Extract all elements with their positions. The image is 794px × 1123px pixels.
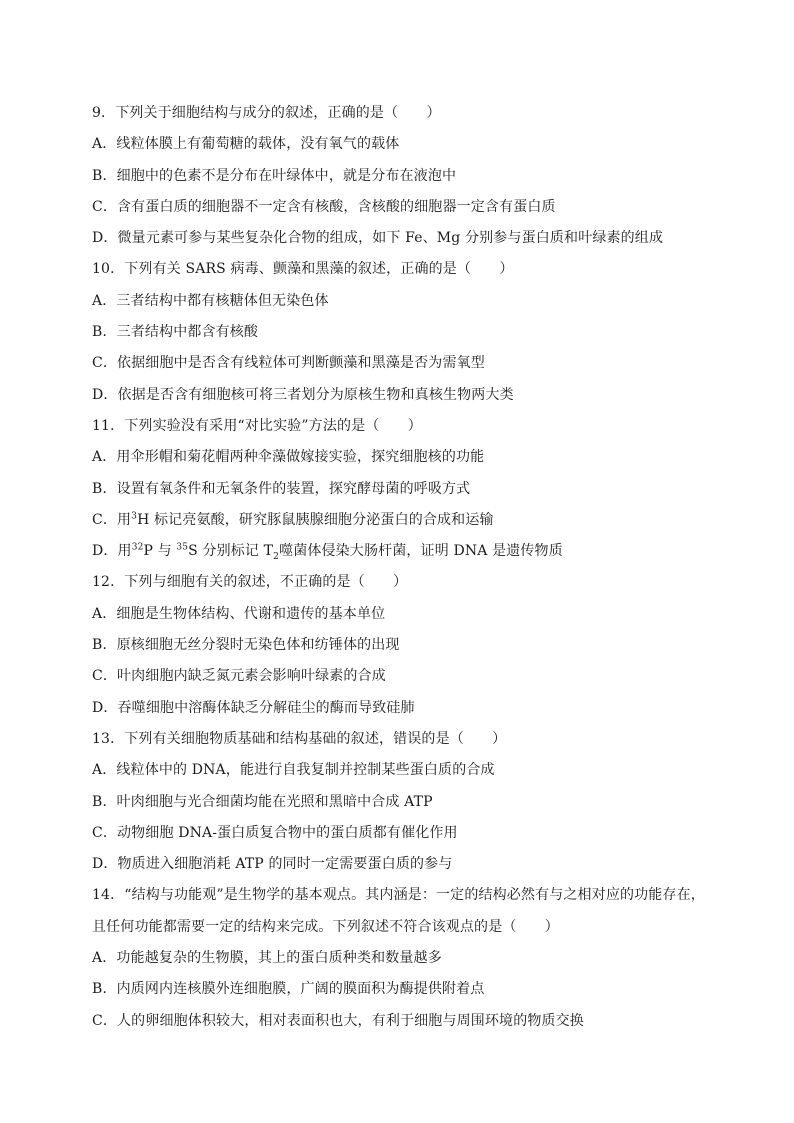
question-14-stem: 14．“结构与功能观”是生物学的基本观点。其内涵是：一定的结构必然有与之相对应的功能存在， <box>92 887 705 904</box>
question-13-option-b: B．叶肉细胞与光合细菌均能在光照和黑暗中合成 ATP <box>92 793 433 810</box>
question-13-option-a: A．线粒体中的 DNA，能进行自我复制并控制某些蛋白质的合成 <box>92 762 495 779</box>
question-10-option-b: B．三者结构中都含有核酸 <box>92 324 259 341</box>
question-14-stem-continued: 且任何功能都需要一定的结构来完成。下列叙述不符合该观点的是（ ） <box>92 918 559 935</box>
question-10-stem: 10．下列有关 SARS 病毒、颤藻和黑藻的叙述，正确的是（ ） <box>92 261 514 278</box>
isotope-superscript-p: 32 <box>131 542 144 553</box>
question-9-stem: 9．下列关于细胞结构与成分的叙述，正确的是（ ） <box>92 105 441 121</box>
question-13-stem: 13．下列有关细胞物质基础和结构基础的叙述，错误的是（ ） <box>92 730 507 747</box>
question-9-option-c: C．含有蛋白质的细胞器不一定含有核酸，含核酸的细胞器一定含有蛋白质 <box>92 198 556 215</box>
question-12-stem: 12．下列与细胞有关的叙述，不正确的是（ ） <box>92 574 408 591</box>
question-10-option-d: D．依据是否含有细胞核可将三者划分为原核生物和真核生物两大类 <box>92 386 514 403</box>
question-11-option-c <box>92 505 794 536</box>
question-10-option-a: A．三者结构中都有核糖体但无染色体 <box>92 292 329 309</box>
question-12-option-b: B．原核细胞无丝分裂时无染色体和纺锤体的出现 <box>92 637 400 654</box>
phage-subscript: 2 <box>273 551 280 562</box>
option-d-text: 噬菌体侵染大肠杆菌，证明 DNA 是遗传物质 <box>279 543 563 560</box>
question-14-option-a: A．功能越复杂的生物膜，其上的蛋白质种类和数量越多 <box>92 950 442 967</box>
question-11-stem: 11．下列实验没有采用“对比实验”方法的是（ ） <box>92 417 422 434</box>
isotope-superscript: 3 <box>131 511 138 522</box>
option-d-prefix: D．用 <box>92 543 132 560</box>
question-11-option-b: B．设置有氧条件和无氧条件的装置，探究酵母菌的呼吸方式 <box>92 480 471 497</box>
question-10-option-c: C．依据细胞中是否含有线粒体可判断颤藻和黑藻是否为需氧型 <box>92 355 485 372</box>
option-c-text: H 标记亮氨酸，研究豚鼠胰腺细胞分泌蛋白的合成和运输 <box>137 511 494 528</box>
option-d-mid-2: S 分别标记 T <box>188 543 274 560</box>
question-11-option-d <box>92 536 794 567</box>
option-c-prefix: C．用 <box>92 511 132 528</box>
question-14-option-b: B．内质网内连核膜外连细胞膜，广阔的膜面积为酶提供附着点 <box>92 981 485 998</box>
question-9-option-b: B．细胞中的色素不是分布在叶绿体中，就是分布在液泡中 <box>92 167 457 184</box>
option-d-mid-1: P 与 <box>143 543 177 560</box>
question-12-option-d: D．吞噬细胞中溶酶体缺乏分解硅尘的酶而导致硅肺 <box>92 699 415 716</box>
question-12-option-c: C．叶肉细胞内缺乏氮元素会影响叶绿素的合成 <box>92 668 386 685</box>
question-14-option-c: C．人的卵细胞体积较大，相对表面积也大，有利于细胞与周围环境的物质交换 <box>92 1012 584 1029</box>
question-11-option-a: A．用伞形帽和菊花帽两种伞藻做嫁接实验，探究细胞核的功能 <box>92 449 485 466</box>
question-13-option-c: C．动物细胞 DNA-蛋白质复合物中的蛋白质都有催化作用 <box>92 824 458 841</box>
question-13-option-d: D．物质进入细胞消耗 ATP 的同时一定需要蛋白质的参与 <box>92 856 453 873</box>
isotope-superscript-s: 35 <box>176 542 189 553</box>
question-9-option-a: A．线粒体膜上有葡萄糖的载体，没有氧气的载体 <box>92 136 400 153</box>
question-12-option-a: A．细胞是生物体结构、代谢和遗传的基本单位 <box>92 605 386 622</box>
question-9-option-d: D．微量元素可参与某些复杂化合物的组成，如下 Fe、Mg 分别参与蛋白质和叶绿素的组成 <box>92 230 664 247</box>
